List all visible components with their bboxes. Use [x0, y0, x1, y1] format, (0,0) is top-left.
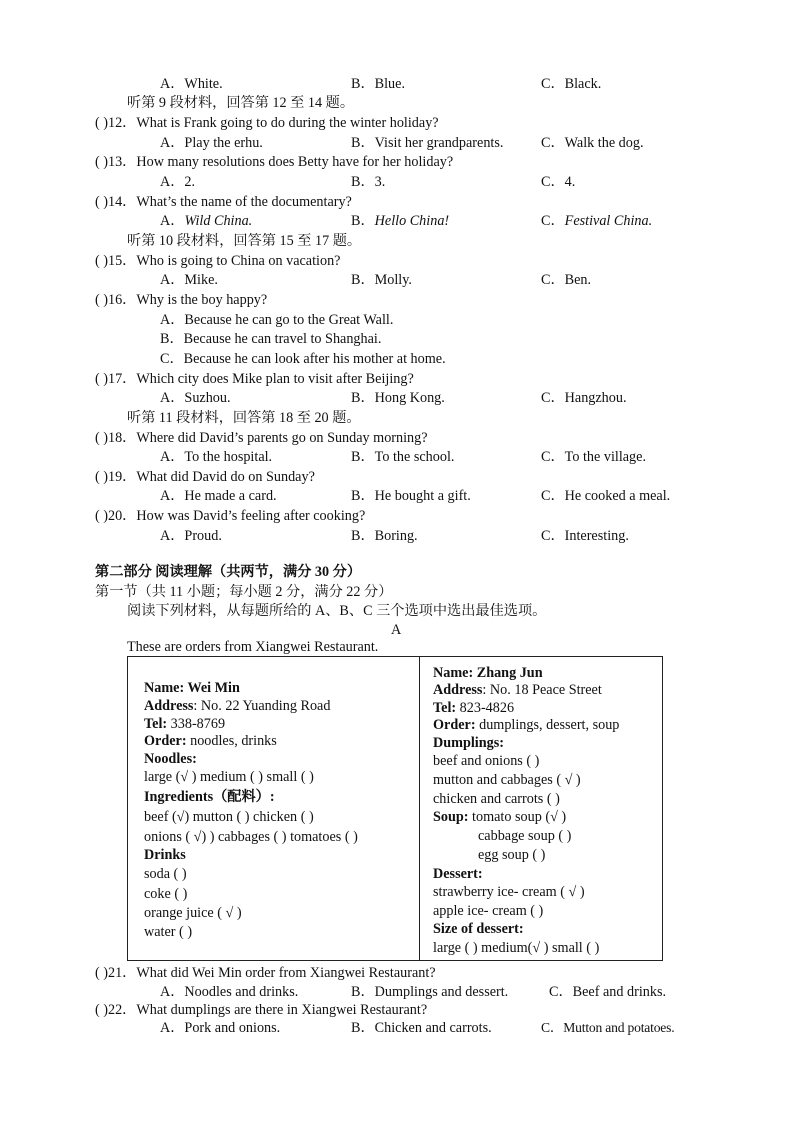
- question-16: ( )16．Why is the boy happy?: [95, 292, 268, 308]
- q12-option-c: C．Walk the dog.: [541, 135, 644, 151]
- q12-option-a: A．Play the erhu.: [160, 135, 263, 151]
- orders-divider: [419, 657, 420, 960]
- zhang-jun-size-label: Size of dessert:: [433, 921, 524, 937]
- q16-option-a: A．Because he can go to the Great Wall.: [160, 312, 394, 328]
- zhang-jun-dessert-label: Dessert:: [433, 866, 483, 882]
- question-13: ( )13．How many resolutions does Betty have for her holiday?: [95, 154, 454, 170]
- q15-option-c: C．Ben.: [541, 272, 592, 288]
- zhang-jun-tel: Tel: 823-4826: [433, 700, 515, 716]
- wei-min-ingredients-2: onions ( √) ) cabbages ( ) tomatoes ( ): [144, 829, 358, 845]
- question-18: ( )18．Where did David’s parents go on Sunday morning?: [95, 430, 428, 446]
- question-21: ( )21．What did Wei Min order from Xiangwei Restaurant?: [95, 965, 436, 981]
- passage-letter: A: [391, 622, 402, 638]
- question-15: ( )15．Who is going to China on vacation?: [95, 253, 341, 269]
- q12-option-b: B．Visit her grandparents.: [351, 135, 504, 151]
- zhang-jun-dumpling-1: beef and onions ( ): [433, 753, 540, 769]
- part-2-title: 第二部分 阅读理解（共两节，满分 30 分）: [95, 564, 362, 580]
- q22-option-b: B．Chicken and carrots.: [351, 1020, 492, 1036]
- q17-option-a: A．Suzhou.: [160, 390, 231, 406]
- q18-option-c: C．To the village.: [541, 449, 646, 465]
- q17-option-b: B．Hong Kong.: [351, 390, 445, 406]
- q19-option-c: C．He cooked a meal.: [541, 488, 671, 504]
- q11-option-c: C．Black.: [541, 76, 602, 92]
- q13-option-b: B．3.: [351, 174, 386, 190]
- q16-option-c: C．Because he can look after his mother at home.: [160, 351, 446, 367]
- q19-option-b: B．He bought a gift.: [351, 488, 471, 504]
- question-12: ( )12．What is Frank going to do during the winter holiday?: [95, 115, 439, 131]
- q16-option-b: B．Because he can travel to Shanghai.: [160, 331, 382, 347]
- orders-table: [127, 656, 663, 961]
- q14-option-a: A．Wild China.: [160, 213, 253, 229]
- zhang-jun-name: Name: Zhang Jun: [433, 665, 543, 681]
- wei-min-drink-orange-juice: orange juice ( √ ): [144, 905, 242, 921]
- wei-min-tel: Tel: 338-8769: [144, 716, 226, 732]
- zhang-jun-soup-1: Soup: tomato soup (√ ): [433, 809, 567, 825]
- zhang-jun-soup-3: egg soup ( ): [478, 847, 546, 863]
- q14-option-b: B．Hello China!: [351, 213, 450, 229]
- q19-option-a: A．He made a card.: [160, 488, 277, 504]
- q11-option-a: A．White.: [160, 76, 223, 92]
- q20-option-c: C．Interesting.: [541, 528, 629, 544]
- wei-min-drink-coke: coke ( ): [144, 886, 188, 902]
- wei-min-ingredients-label: Ingredients（配料）:: [144, 789, 275, 805]
- q18-option-b: B．To the school.: [351, 449, 455, 465]
- q17-option-c: C．Hangzhou.: [541, 390, 627, 406]
- wei-min-ingredients-1: beef (√) mutton ( ) chicken ( ): [144, 809, 314, 825]
- q14-option-c: C．Festival China.: [541, 213, 653, 229]
- section-1-title: 第一节（共 11 小题；每小题 2 分，满分 22 分）: [95, 584, 393, 600]
- wei-min-noodle-sizes: large (√ ) medium ( ) small ( ): [144, 769, 314, 785]
- wei-min-drinks-label: Drinks: [144, 847, 186, 863]
- wei-min-address: Address: No. 22 Yuanding Road: [144, 698, 331, 714]
- q20-option-b: B．Boring.: [351, 528, 418, 544]
- q13-option-a: A．2.: [160, 174, 196, 190]
- question-19: ( )19．What did David do on Sunday?: [95, 469, 315, 485]
- wei-min-noodles-label: Noodles:: [144, 751, 197, 767]
- wei-min-name: Name: Wei Min: [144, 680, 240, 696]
- q11-option-b: B．Blue.: [351, 76, 405, 92]
- q21-option-a: A．Noodles and drinks.: [160, 984, 299, 1000]
- zhang-jun-dessert-2: apple ice- cream ( ): [433, 903, 544, 919]
- zhang-jun-order: Order: dumplings, dessert, soup: [433, 717, 620, 733]
- q15-option-b: B．Molly.: [351, 272, 412, 288]
- zhang-jun-soup-2: cabbage soup ( ): [478, 828, 572, 844]
- wei-min-order: Order: noodles, drinks: [144, 733, 277, 749]
- section-11-intro: 听第 11 段材料，回答第 18 至 20 题。: [127, 410, 361, 426]
- q18-option-a: A．To the hospital.: [160, 449, 273, 465]
- q13-option-c: C．4.: [541, 174, 576, 190]
- wei-min-drink-water: water ( ): [144, 924, 193, 940]
- section-9-intro: 听第 9 段材料，回答第 12 至 14 题。: [127, 95, 355, 111]
- question-22: ( )22．What dumplings are there in Xiangwei Restaurant?: [95, 1002, 428, 1018]
- q21-option-c: C．Beef and drinks.: [549, 984, 667, 1000]
- q22-option-c: C．Mutton and potatoes.: [541, 1020, 675, 1035]
- q21-option-b: B．Dumplings and dessert.: [351, 984, 509, 1000]
- q22-option-a: A．Pork and onions.: [160, 1020, 281, 1036]
- zhang-jun-dumpling-2: mutton and cabbages ( √ ): [433, 772, 581, 788]
- q15-option-a: A．Mike.: [160, 272, 218, 288]
- wei-min-drink-soda: soda ( ): [144, 866, 187, 882]
- zhang-jun-dessert-1: strawberry ice- cream ( √ ): [433, 884, 585, 900]
- zhang-jun-dumplings-label: Dumplings:: [433, 735, 504, 751]
- zhang-jun-address: Address: No. 18 Peace Street: [433, 682, 602, 698]
- zhang-jun-size-value: large ( ) medium(√ ) small ( ): [433, 940, 600, 956]
- question-17: ( )17．Which city does Mike plan to visit after Beijing?: [95, 371, 414, 387]
- question-20: ( )20．How was David’s feeling after cooking?: [95, 508, 366, 524]
- question-14: ( )14．What’s the name of the documentary?: [95, 194, 352, 210]
- reading-instruction: 阅读下列材料，从每题所给的 A、B、C 三个选项中选出最佳选项。: [127, 603, 547, 619]
- passage-intro: These are orders from Xiangwei Restaurant.: [127, 639, 379, 655]
- q20-option-a: A．Proud.: [160, 528, 222, 544]
- zhang-jun-dumpling-3: chicken and carrots ( ): [433, 791, 560, 807]
- section-10-intro: 听第 10 段材料，回答第 15 至 17 题。: [127, 233, 362, 249]
